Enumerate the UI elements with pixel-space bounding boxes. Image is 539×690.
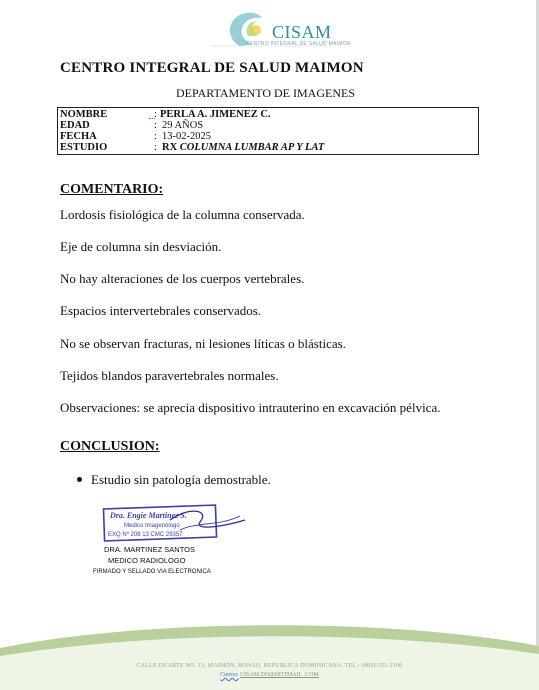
row-label: ESTUDIO [60, 142, 108, 153]
logo-text: CISAM [272, 22, 332, 42]
comentario-line: No hay alteraciones de los cuerpos vertebrales. [60, 271, 305, 286]
footer-address: CALLE DUARTE NO. 13, MAIMÓN, BONAO, REPUBLICA DOMINICANA, TEL.: (809)-551-2196 [136, 663, 403, 669]
comentario-heading: COMENTARIO: [60, 182, 164, 197]
conclusion-item: Estudio sin patología demostrable. [91, 472, 271, 487]
row-separator: : [154, 109, 157, 120]
stamp-exq: EXQ Nº 208 13 CMC 29357 [108, 532, 183, 538]
comentario-line: Lordosis fisiológica de la columna conservada. [60, 207, 305, 222]
signature-stamp [100, 500, 250, 545]
comentario-line: Observaciones: se aprecia dispositivo intrauterino en excavación pélvica. [60, 400, 441, 415]
signer-name: DRA. MARTINEZ SANTOS [104, 545, 195, 554]
row-label: NOMBRE [60, 109, 108, 120]
conclusion-heading: CONCLUSION: [60, 439, 160, 454]
email-link[interactable]: CISAM.DO@HOTMAIL .COM [240, 672, 319, 678]
row-value: PERLA A. JIMENEZ C. [160, 109, 271, 120]
signer-role: MEDICO RADIOLOGO [108, 556, 186, 565]
page-title: CENTRO INTEGRAL DE SALUD MAIMON [60, 60, 364, 76]
row-label: EDAD [60, 120, 90, 131]
department-title: DEPARTAMENTO DE IMAGENES [176, 86, 355, 100]
comentario-line: Tejidos blandos paravertebrales normales. [60, 368, 279, 383]
stamp-name: Dra. Engie Martinez S. [110, 511, 187, 520]
stamp-role: Medico Imagenólogo [124, 523, 180, 529]
comentario-line: No se observan fracturas, ni lesiones líticas o blásticas. [60, 336, 346, 351]
row-separator: : [154, 142, 157, 153]
logo-subtitle: CENTRO INTEGRAL DE SALUD MAIMON [246, 41, 351, 47]
signed-electronically-note: FIRMADO Y SELLADO VIA ELECTRONICA [93, 569, 211, 575]
email-prefix: Correo: [220, 672, 239, 678]
row-separator: : [154, 131, 157, 142]
row-value [162, 142, 324, 153]
comentario-line: Espacios intervertebrales conservados. [60, 303, 262, 318]
row-separator: : [154, 120, 157, 131]
study-name: COLUMNA LUMBAR AP Y LAT [179, 142, 325, 153]
bullet-icon [77, 477, 82, 482]
row-value: 13-02-2025 [162, 131, 211, 142]
footer-wave [0, 618, 539, 690]
comentario-line: Eje de columna sin desviación. [60, 239, 222, 254]
row-label: FECHA [60, 131, 97, 142]
footer-email [0, 672, 539, 678]
study-prefix: RX [162, 142, 180, 153]
row-value: 29 AÑOS [162, 120, 204, 131]
